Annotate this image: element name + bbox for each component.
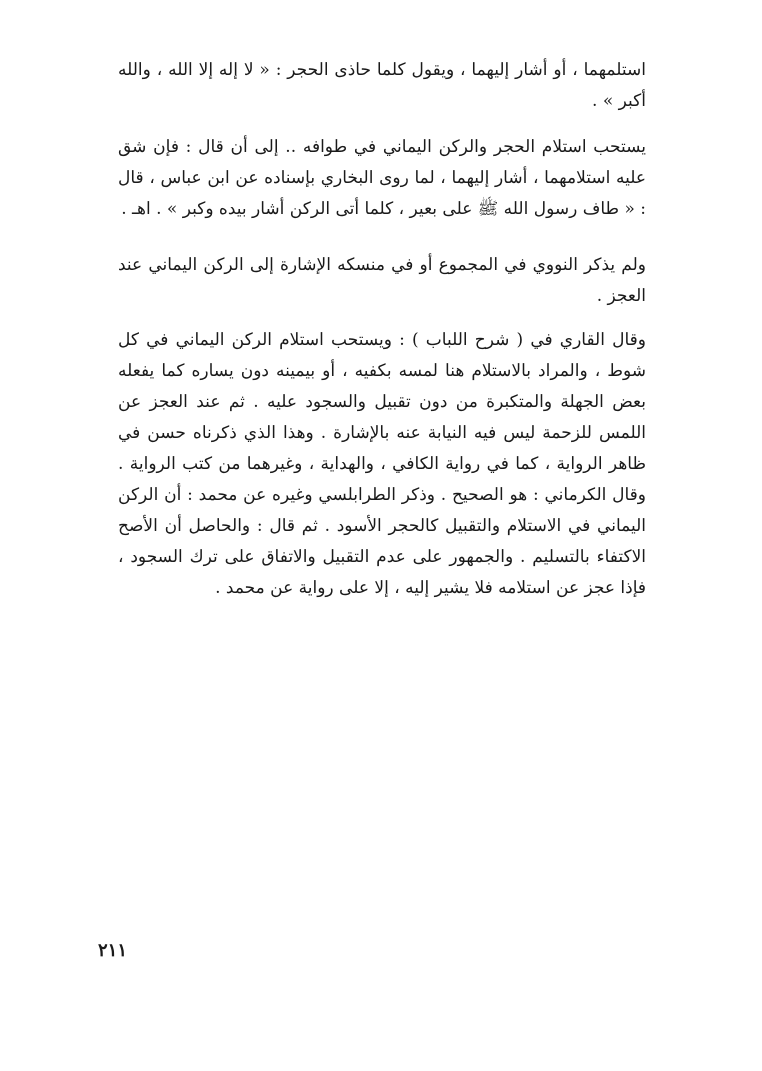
page-number: ٢١١: [98, 940, 128, 961]
paragraph-1-text: استلمهما ، أو أشار إليهما ، ويقول كلما حاذى الحجر : « لا إله إلا الله ، والله أكبر » .: [118, 60, 646, 111]
paragraph-3-text: ولم يذكر النووي في المجموع أو في منسكه الإشارة إلى الركن اليماني عند العجز .: [118, 255, 646, 306]
paragraph-1: [118, 55, 646, 117]
paragraph-2-text: يستحب استلام الحجر والركن اليماني في طوافه .. إلى أن قال : فإن شق عليه استلامهما ، أشار إليهما ، لما روى البخاري بإسناده عن ابن عباس ، قال : « طاف رسول الله ﷺ على بعير ، كلما أتى الركن أشار بيده وكبر » . اهـ .: [118, 137, 646, 219]
paragraph-4: [118, 325, 646, 604]
paragraph-4-text: وقال القاري في ( شرح اللباب ) : ويستحب استلام الركن اليماني في كل شوط ، والمراد بالاستلام هنا لمسه بكفيه ، أو بيمينه دون يساره كما يفعله بعض الجهلة والمتكبرة من دون تقبيل والسجود عليه . ثم عند العجز عن اللمس للزحمة ليس فيه النيابة عنه بالإشارة . وهذا الذي ذكرناه حسن في ظاهر الرواية ، كما في رواية الكافي ، والهداية ، وغيرهما من كتب الرواية . وقال الكرماني : هو الصحيح . وذكر الطرابلسي وغيره عن محمد : أن الركن اليماني في الاستلام والتقبيل كالحجر الأسود . ثم قال : والحاصل أن الأصح الاكتفاء بالتسليم . والجمهور على عدم التقبيل والاتفاق على ترك السجود ، فإذا عجز عن استلامه فلا يشير إليه ، إلا على رواية عن محمد .: [118, 330, 646, 598]
paragraph-2: [118, 132, 646, 225]
paragraph-3: [118, 250, 646, 312]
